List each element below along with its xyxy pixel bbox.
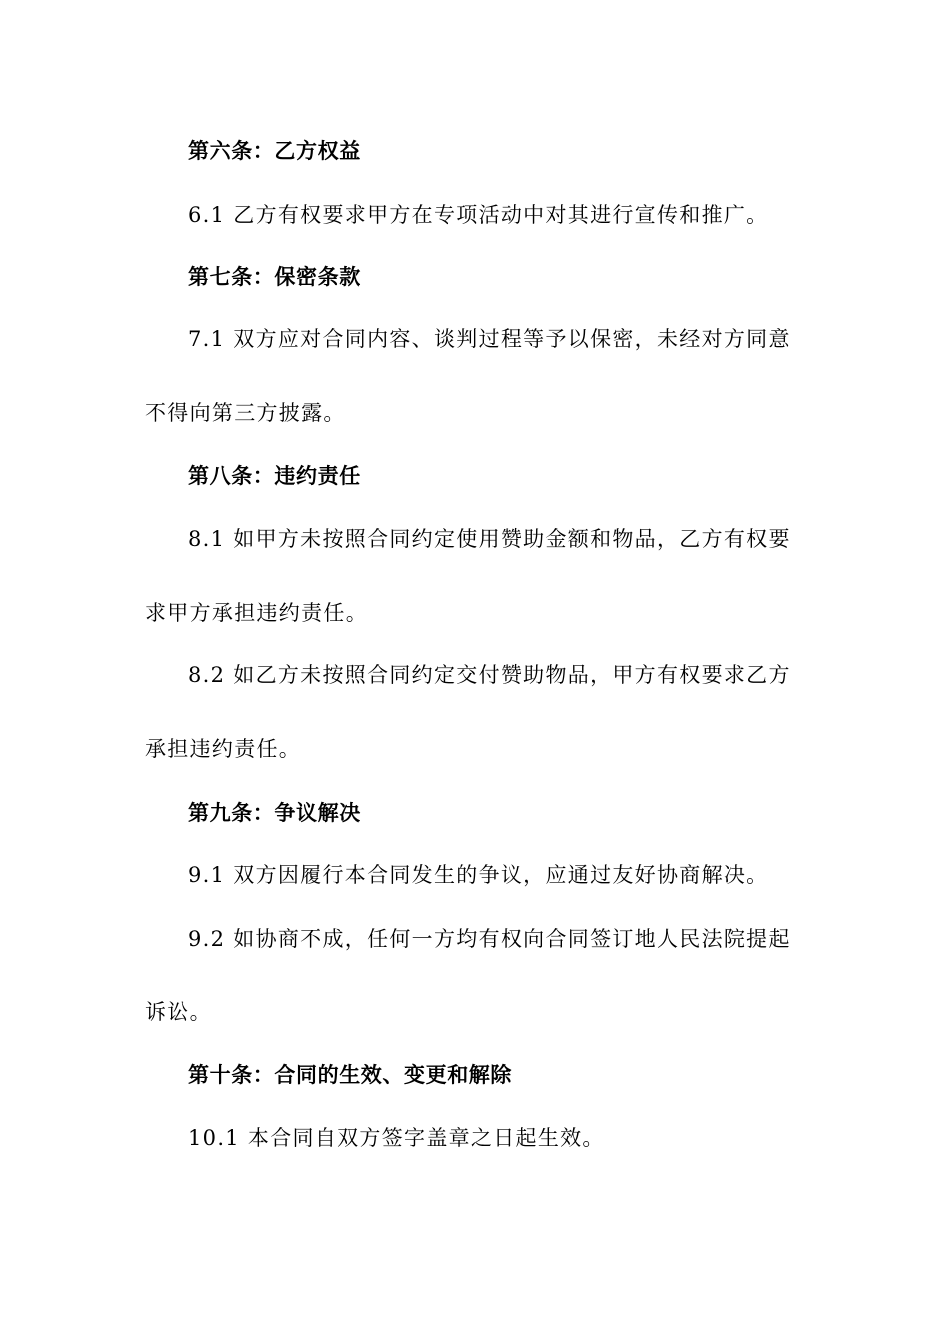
paragraph-10-1: 10.1 本合同自双方签字盖章之日起生效。: [188, 1126, 605, 1150]
section-heading-article-9: 第九条：争议解决: [188, 801, 361, 825]
paragraph-8-1-line2: 求甲方承担违约责任。: [145, 601, 368, 625]
section-heading-article-10: 第十条：合同的生效、变更和解除: [188, 1063, 512, 1087]
paragraph-9-2-line1: 9.2 如协商不成，任何一方均有权向合同签订地人民法院提起: [188, 927, 791, 951]
paragraph-9-1: 9.1 双方因履行本合同发生的争议，应通过友好协商解决。: [188, 863, 769, 887]
section-heading-article-8: 第八条：违约责任: [188, 464, 361, 488]
paragraph-8-2-line1: 8.2 如乙方未按照合同约定交付赞助物品，甲方有权要求乙方: [188, 663, 791, 687]
paragraph-6-1: 6.1 乙方有权要求甲方在专项活动中对其进行宣传和推广。: [188, 203, 769, 227]
paragraph-7-1-line2: 不得向第三方披露。: [145, 401, 346, 425]
section-heading-article-6: 第六条：乙方权益: [188, 139, 361, 163]
paragraph-8-1-line1: 8.1 如甲方未按照合同约定使用赞助金额和物品，乙方有权要: [188, 527, 791, 551]
paragraph-7-1-line1: 7.1 双方应对合同内容、谈判过程等予以保密，未经对方同意: [188, 327, 791, 351]
section-heading-article-7: 第七条：保密条款: [188, 265, 361, 289]
paragraph-9-2-line2: 诉讼。: [145, 1000, 212, 1024]
paragraph-8-2-line2: 承担违约责任。: [145, 737, 302, 761]
